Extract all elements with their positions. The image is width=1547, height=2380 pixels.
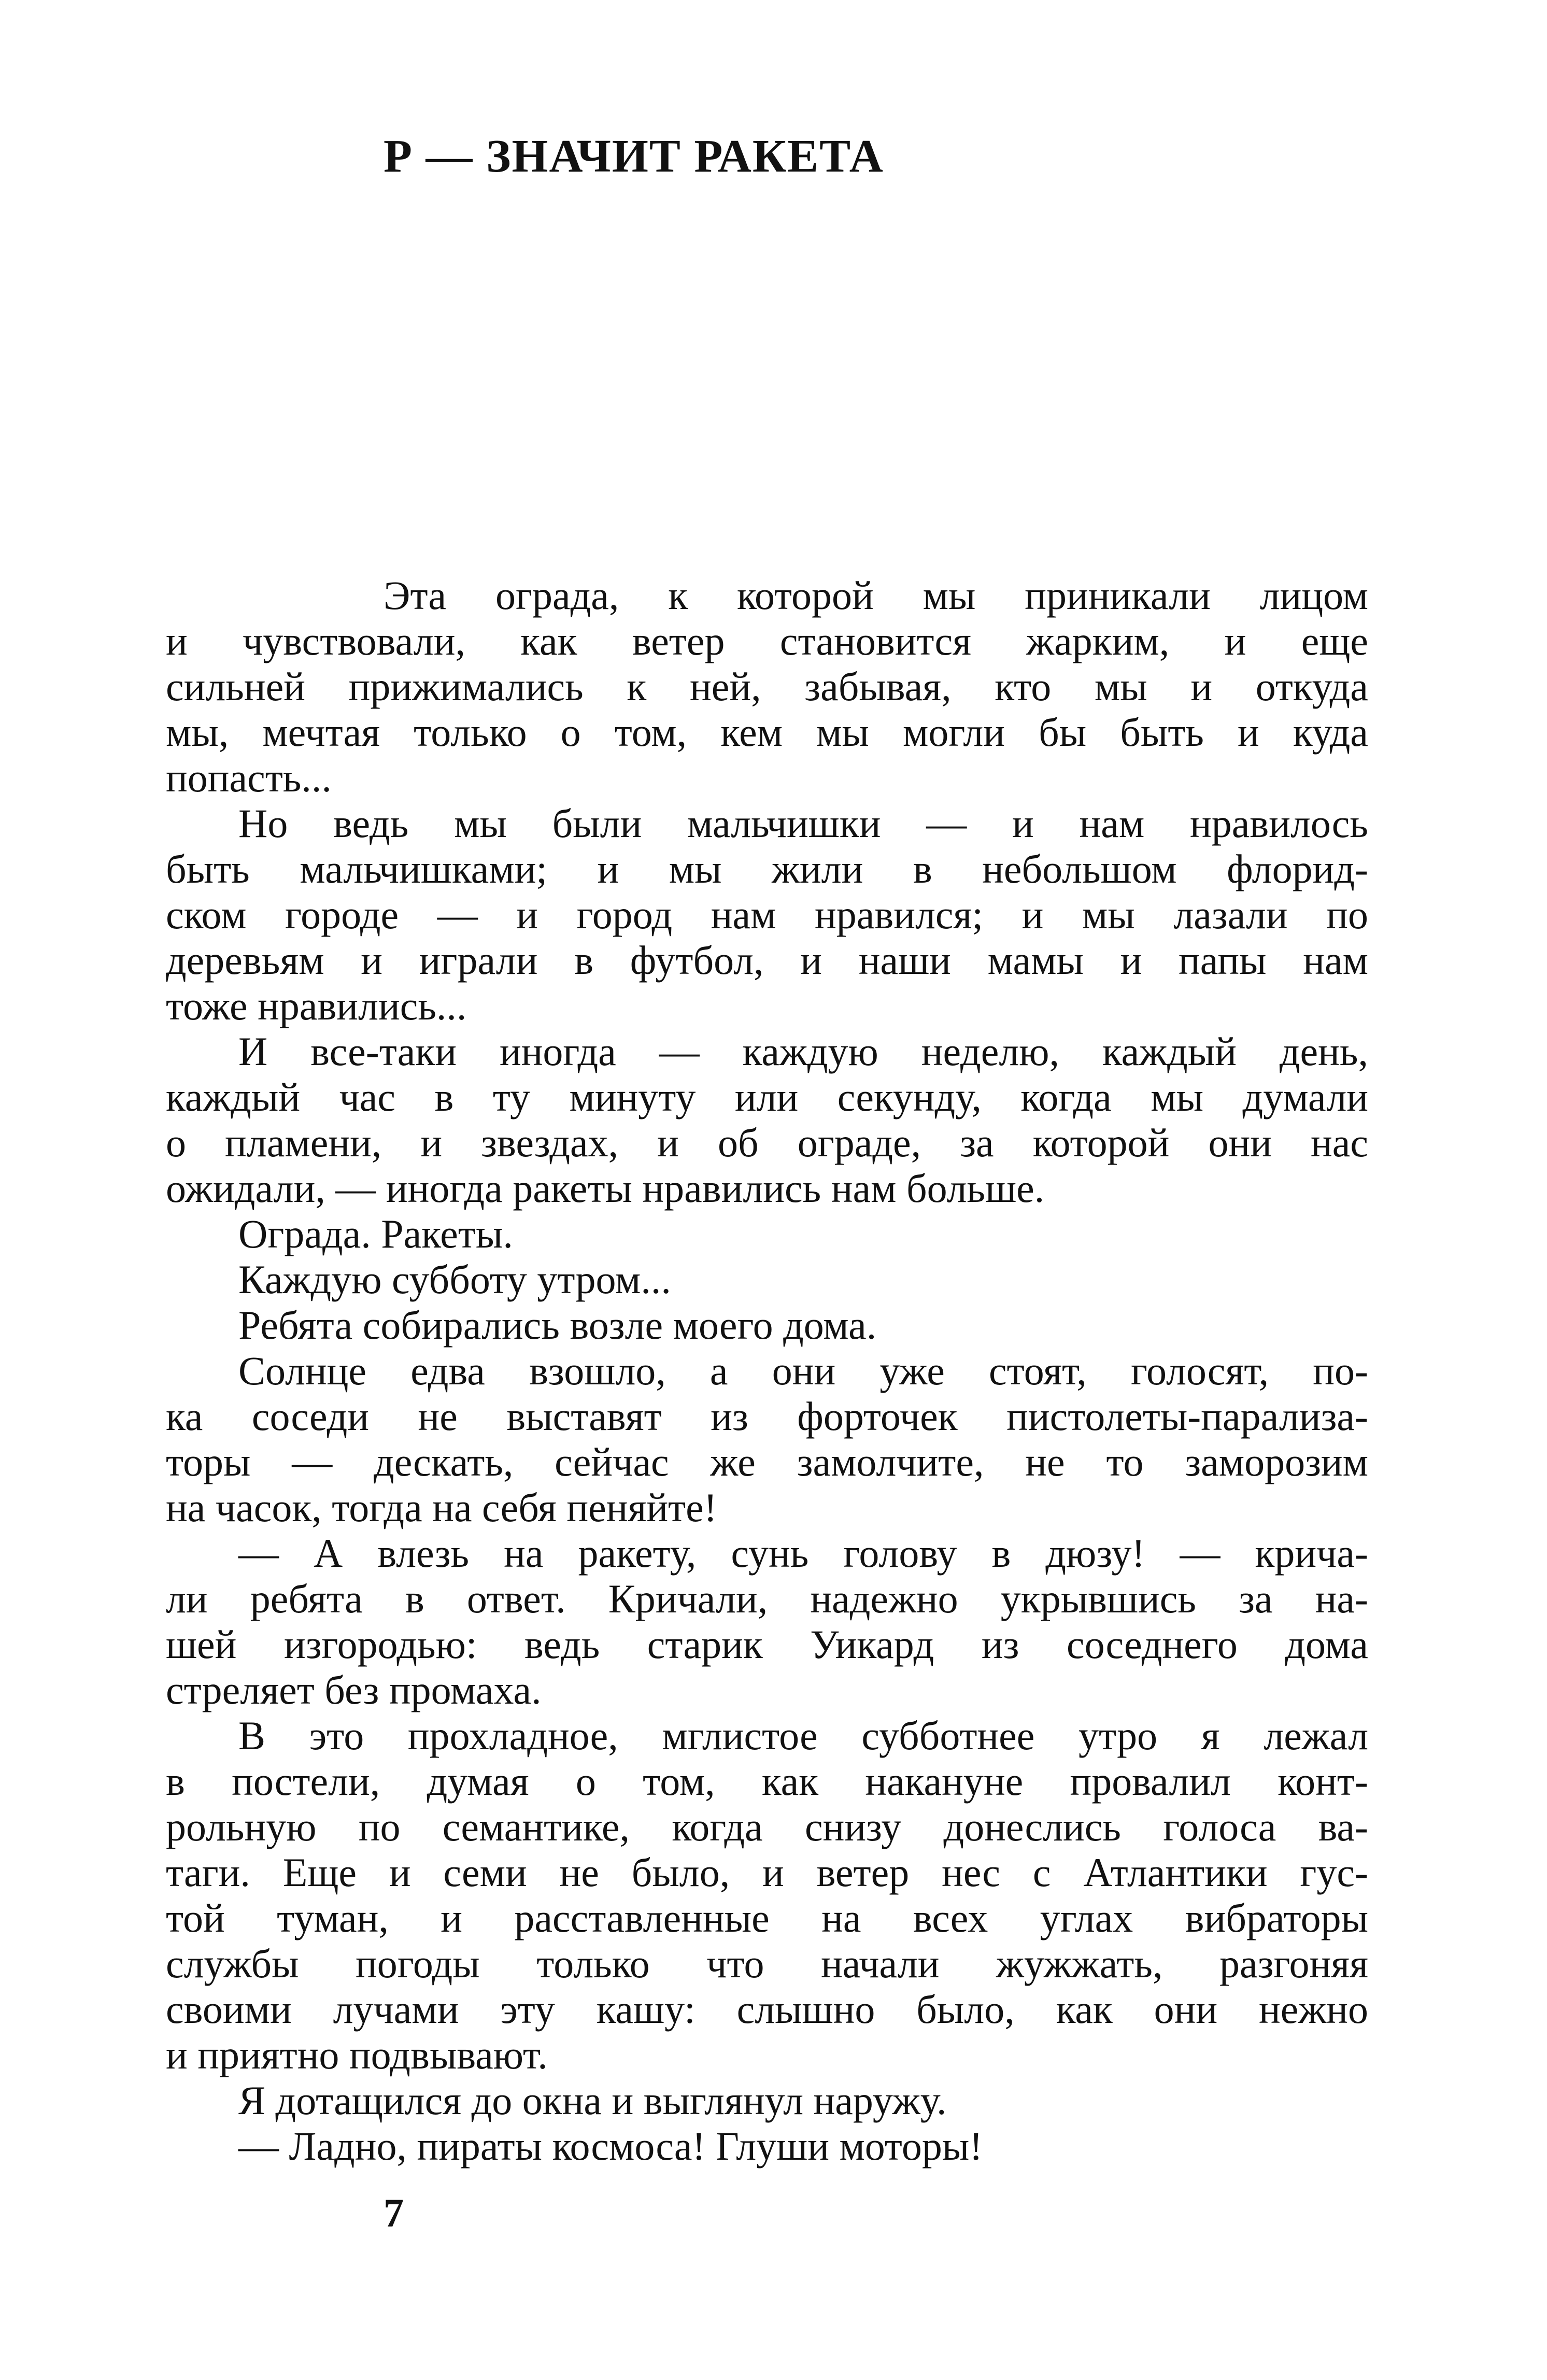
body-text [166, 573, 1368, 2169]
text-line: о пламени, и звездах, и об ограде, за которой они нас [166, 1120, 1368, 1165]
text-line: быть мальчишками; и мы жили в небольшом флорид- [166, 846, 1368, 891]
text-line: Солнце едва взошло, а они уже стоят, голосят, по- [238, 1348, 1368, 1393]
text-line: Эта ограда, к которой мы приникали лицом [384, 573, 1368, 618]
text-line: В это прохладное, мглистое субботнее утро я лежал [238, 1713, 1368, 1758]
text-line: ка соседи не выставят из форточек пистолеты-парализа- [166, 1394, 1368, 1439]
text-line: той туман, и расставленные на всех углах вибраторы [166, 1895, 1368, 1940]
text-line: мы, мечтая только о том, кем мы могли бы быть и куда [166, 710, 1368, 755]
text-line: и приятно подвывают. [166, 2032, 548, 2077]
page-number: 7 [384, 2190, 404, 2235]
text-line: сильней прижимались к ней, забывая, кто мы и откуда [166, 664, 1368, 709]
text-line: деревьям и играли в футбол, и наши мамы и папы нам [166, 938, 1368, 983]
text-line: тоже нравились... [166, 983, 467, 1028]
text-line: торы — дескать, сейчас же замолчите, не то заморозим [166, 1439, 1368, 1484]
text-line: каждый час в ту минуту или секунду, когда мы думали [166, 1074, 1368, 1120]
text-line: — Ладно, пираты космоса! Глуши моторы! [238, 2123, 983, 2169]
text-line: стреляет без промаха. [166, 1667, 542, 1712]
text-line: службы погоды только что начали жужжать, разгоняя [166, 1941, 1368, 1986]
text-line: Но ведь мы были мальчишки — и нам нравилось [238, 801, 1368, 846]
text-line: Ограда. Ракеты. [238, 1211, 513, 1256]
text-line: попасть... [166, 755, 332, 800]
text-line: и чувствовали, как ветер становится жарким, и еще [166, 618, 1368, 663]
text-line: ли ребята в ответ. Кричали, надежно укрывшись за на- [166, 1576, 1368, 1621]
text-line: таги. Еще и семи не было, и ветер нес с Атлантики гус- [166, 1850, 1368, 1895]
text-line: Я дотащился до окна и выглянул наружу. [238, 2078, 947, 2123]
chapter-title: Р — ЗНАЧИТ РАКЕТА [384, 131, 884, 182]
text-line: — А влезь на ракету, сунь голову в дюзу! — крича- [238, 1531, 1368, 1576]
text-line: И все-таки иногда — каждую неделю, каждый день, [238, 1029, 1368, 1074]
text-line: шей изгородью: ведь старик Уикард из соседнего дома [166, 1622, 1368, 1667]
text-line: на часок, тогда на себя пеняйте! [166, 1485, 717, 1530]
text-line: рольную по семантике, когда снизу донеслись голоса ва- [166, 1804, 1368, 1849]
text-line: в постели, думая о том, как накануне провалил конт- [166, 1759, 1368, 1804]
text-line: Ребята собирались возле моего дома. [238, 1302, 877, 1348]
text-line: своими лучами эту кашу: слышно было, как они нежно [166, 1987, 1368, 2032]
text-line: ском городе — и город нам нравился; и мы лазали по [166, 892, 1368, 937]
text-line: Каждую субботу утром... [238, 1257, 671, 1302]
text-line: ожидали, — иногда ракеты нравились нам больше. [166, 1166, 1045, 1211]
